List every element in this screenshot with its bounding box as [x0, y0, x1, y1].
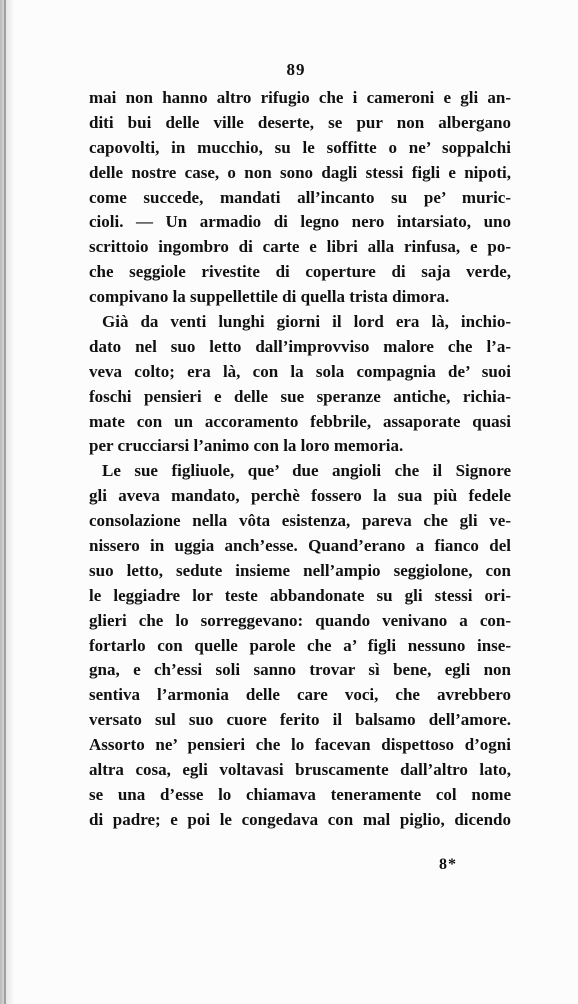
text-line: glieri che lo sorreggevano: quando venivano a con- — [89, 610, 511, 630]
text-line: che seggiole rivestite di coperture di saja verde, — [89, 262, 511, 282]
text-line: consolazione nella vôta esistenza, pareva che gli ve- — [89, 511, 511, 531]
text-line: se una d’esse lo chiamava teneramente col nome — [89, 784, 511, 804]
text-line: Le sue figliuole, que’ due angioli che il Signore — [102, 461, 511, 481]
text-line: scrittoio ingombro di carte e libri alla rinfusa, e po- — [89, 237, 511, 257]
text-line: le leggiadre lor teste abbandonate su gli stessi ori- — [89, 585, 511, 605]
text-line: diti bui delle ville deserte, se pur non albergano — [89, 112, 511, 132]
text-line: come succede, mandati all’incanto su pe’ muric- — [89, 187, 511, 207]
text-line: capovolti, in mucchio, su le soffitte o ne’ soppalchi — [89, 137, 511, 157]
text-line: di padre; e poi le congedava con mal piglio, dicendo — [89, 809, 511, 829]
text-line: versato sul suo cuore ferito il balsamo dell’amore. — [89, 710, 511, 730]
text-line: altra cosa, egli voltavasi bruscamente dall’altro lato, — [89, 760, 511, 780]
text-line: dato nel suo letto dall’improvviso malore che l’a- — [89, 336, 511, 356]
text-line: cioli. — Un armadio di legno nero intarsiato, uno — [89, 212, 511, 232]
signature-mark: 8* — [439, 856, 457, 873]
text-line: foschi pensieri e delle sue speranze antiche, richia- — [89, 386, 511, 406]
text-line: fortarlo con quelle parole che a’ figli nessuno inse- — [89, 635, 511, 655]
page-number: 89 — [286, 60, 306, 79]
text-line: compivano la suppellettile di quella trista dimora. — [89, 287, 450, 307]
text-line: Assorto ne’ pensieri che lo facevan dispettoso d’ogni — [89, 735, 511, 755]
text-line: suo letto, sedute insieme nell’ampio seggiolone, con — [89, 560, 511, 580]
text-line: gli aveva mandato, perchè fossero la sua più fedele — [89, 486, 511, 506]
text-line: sentiva l’armonia delle care voci, che avrebbero — [89, 685, 511, 705]
text-line: mai non hanno altro rifugio che i cameroni e gli an- — [89, 88, 511, 107]
page-edge-line — [4, 0, 6, 1004]
text-line: Già da venti lunghi giorni il lord era là, inchio- — [102, 312, 511, 332]
text-line: mate con un accoramento febbrile, assaporate quasi — [89, 411, 511, 431]
text-line: per crucciarsi l’animo con la loro memoria. — [89, 436, 404, 456]
page-binding-shadow — [0, 0, 14, 1004]
text-line: delle nostre case, o non sono dagli stessi figli e nipoti, — [89, 162, 511, 182]
body-text — [89, 86, 511, 833]
text-line: gna, e ch’essi soli sanno trovar sì bene, egli non — [89, 660, 511, 680]
text-line: veva colto; era là, con la sola compagnia de’ suoi — [89, 361, 511, 381]
text-line: nissero in uggia anch’esse. Quand’erano a fianco del — [89, 536, 511, 556]
